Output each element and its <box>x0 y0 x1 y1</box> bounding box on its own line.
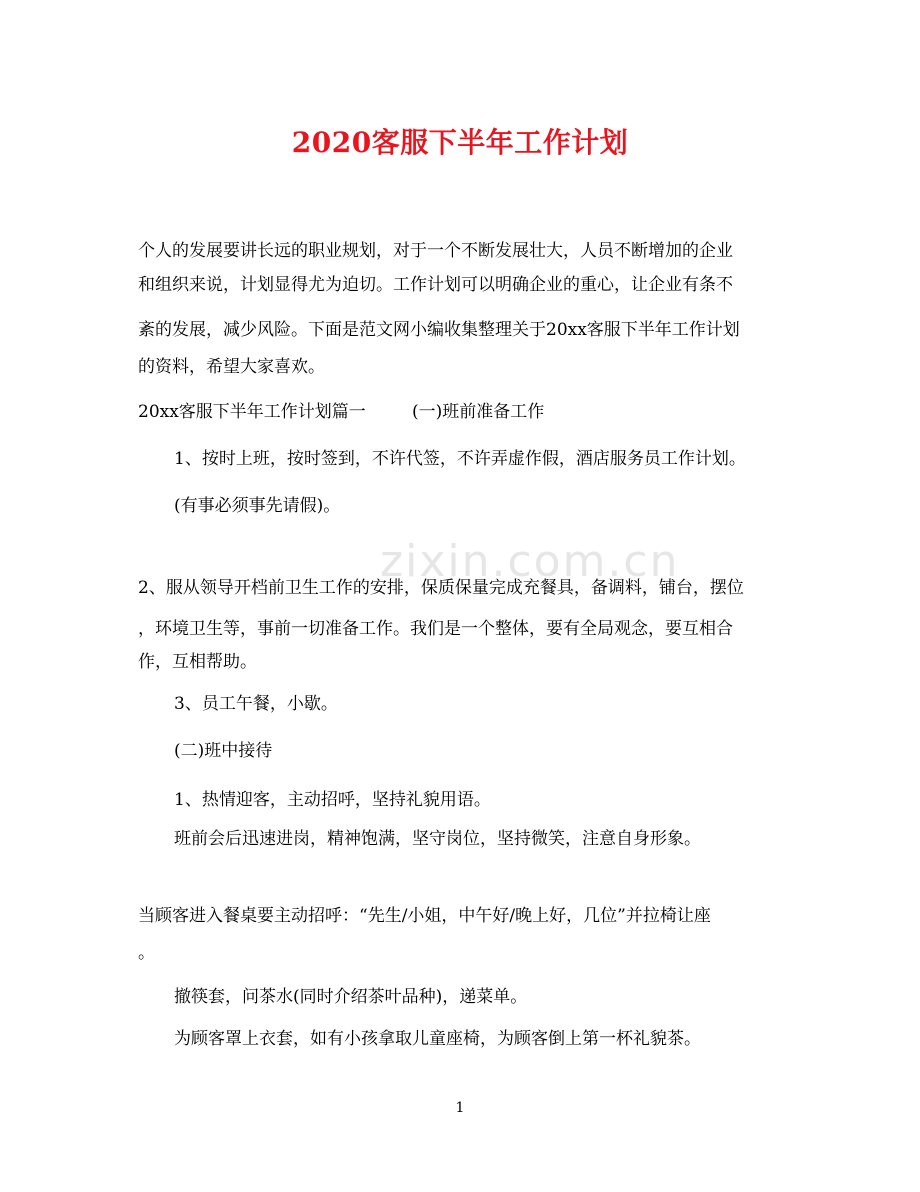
paragraph-line: 作，互相帮助。 <box>138 652 257 672</box>
paragraph-line: 1、热情迎客，主动招呼，坚持礼貌用语。 <box>174 790 491 810</box>
document-title: 2020客服下半年工作计划 <box>291 126 629 159</box>
watermark-text: zixin.com.cn <box>380 536 680 587</box>
paragraph-line: (有事必须事先请假)。 <box>174 496 341 516</box>
subsection-heading: (一)班前准备工作 <box>412 402 545 422</box>
paragraph-line: 2、服从领导开档前卫生工作的安排，保质保量完成充餐具，备调料，铺台，摆位 <box>138 578 744 598</box>
paragraph-line: 当顾客进入餐桌要主动招呼：“先生/小姐，中午好/晚上好，几位”并拉椅让座 <box>138 906 711 926</box>
paragraph-line: 为顾客罩上衣套，如有小孩拿取儿童座椅，为顾客倒上第一杯礼貌茶。 <box>174 1029 701 1049</box>
paragraph-line: 个人的发展要讲长远的职业规划，对于一个不断发展壮大，人员不断增加的企业 <box>138 241 733 261</box>
section-heading: 20xx客服下半年工作计划篇一 <box>138 402 366 422</box>
paragraph-line: 紊的发展，减少风险。下面是范文网小编收集整理关于20xx客服下半年工作计划 <box>138 320 740 340</box>
paragraph-line: 班前会后迅速进岗，精神饱满，坚守岗位，坚持微笑，注意自身形象。 <box>174 829 701 849</box>
subsection-heading: (二)班中接待 <box>174 741 273 761</box>
page-number: 1 <box>455 1100 465 1116</box>
paragraph-line: ，环境卫生等，事前一切准备工作。我们是一个整体，要有全局观念，要互相合 <box>138 619 733 639</box>
paragraph-line: 3、员工午餐，小歇。 <box>174 694 338 714</box>
paragraph-line: 撤筷套，问茶水(同时介绍茶叶品种)，递菜单。 <box>174 987 528 1007</box>
paragraph-line: 1、按时上班，按时签到，不许代签，不许弄虚作假，酒店服务员工作计划。 <box>174 449 746 469</box>
paragraph-line: 。 <box>138 943 155 963</box>
paragraph-line: 和组织来说，计划显得尤为迫切。工作计划可以明确企业的重心，让企业有条不 <box>138 275 733 295</box>
paragraph-line: 的资料，希望大家喜欢。 <box>138 357 325 377</box>
